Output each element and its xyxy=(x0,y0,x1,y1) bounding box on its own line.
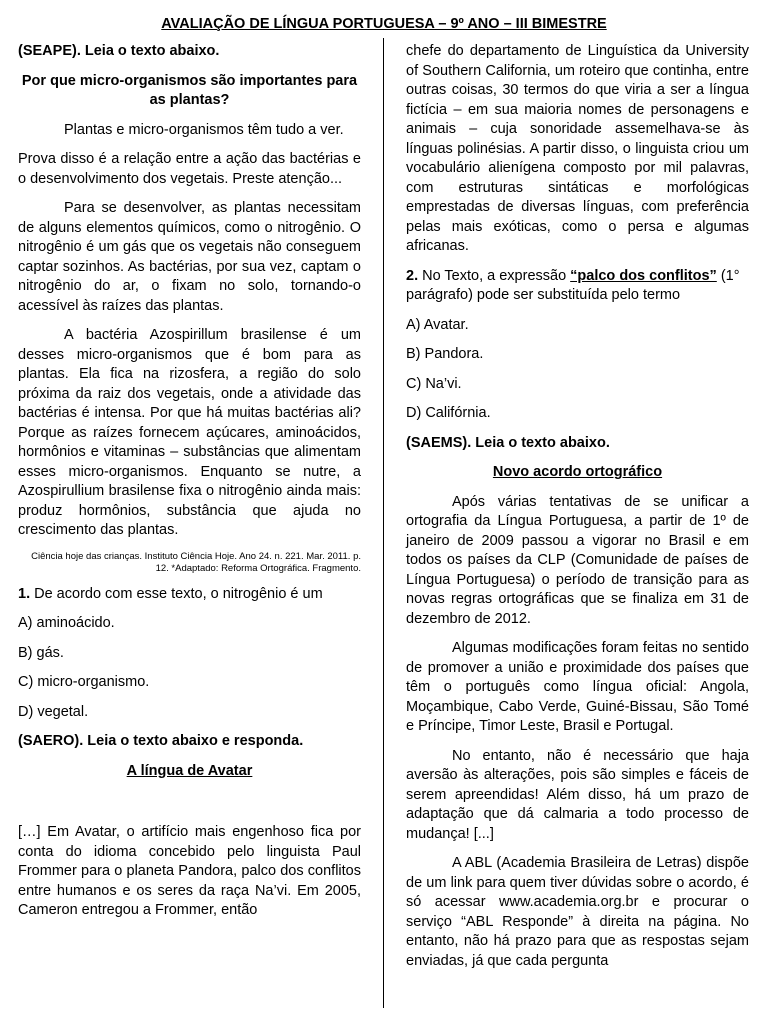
intro-seape: (SEAPE). Leia o texto abaixo. xyxy=(18,43,220,59)
title-acordo-ortografico: Novo acordo ortográfico xyxy=(492,464,663,480)
paragraph-acordo-2: Algumas modificações foram feitas no sentido de promover a união e proximidade dos países que têm o português como língua oficial: Angola, Moçambique, Cabo Verde, Guiné-Bissau, São Tomé e Príncipe, Timor Leste, Brasil e Portugal. xyxy=(406,640,749,734)
question-2-option-c[interactable]: C) Na’vi. xyxy=(406,375,462,392)
question-2-expression: “palco dos conflitos” xyxy=(570,267,717,284)
question-2 xyxy=(406,267,749,306)
page-header: AVALIAÇÃO DE LÍNGUA PORTUGUESA – 9º ANO – III BIMESTRE xyxy=(161,16,607,32)
intro-saems: (SAEMS). Leia o texto abaixo. xyxy=(406,434,610,451)
intro-saero: (SAERO). Leia o texto abaixo e responda. xyxy=(18,733,304,749)
question-1 xyxy=(18,585,361,605)
title-lingua-avatar: A língua de Avatar xyxy=(126,762,253,779)
question-2-post: (1° parágrafo) pode ser substituída pelo termo xyxy=(406,267,740,303)
question-1-text: De acordo com esse texto, o nitrogênio é um xyxy=(30,585,323,602)
paragraph-acordo-4: A ABL (Academia Brasileira de Letras) dispõe de um link para quem tiver dúvidas sobre o acordo, é só acessar www.academia.org.br e procurar o serviço “ABL Responde” à direita na página. No entanto, não há prazo para que as respostas sejam enviadas, já que cada pergunta xyxy=(406,855,749,969)
question-2-pre: No Texto, a expressão xyxy=(418,267,571,284)
spacer xyxy=(18,791,361,823)
question-1-number: 1. xyxy=(18,585,31,602)
paragraph-acordo-3: No entanto, não é necessário que haja aversão às alterações, pois são simples e fáceis de serem apreendidas! Além disso, há um prazo de adaptação que dá calmaria a todo processo de mudança! [...] xyxy=(406,747,749,842)
question-1-option-a[interactable]: A) aminoácido. xyxy=(18,615,115,631)
title-microorganismos: Por que micro-organismos são importantes para as plantas? xyxy=(21,72,358,108)
paragraph-avatar: […] Em Avatar, o artifício mais engenhoso fica por conta do idioma concebido pelo linguista Paul Frommer para o planeta Pandora, palco dos conflitos entre humanos e os seres da raça Na’vi. Em 2005, Cameron entregou a Frommer, então xyxy=(18,824,361,918)
question-2-option-a[interactable]: A) Avatar. xyxy=(406,316,469,333)
left-column xyxy=(18,42,361,921)
paragraph-4: A bactéria Azospirillum brasilense é um desses micro-organismos que é bom para as plantas. Ela fica na rizosfera, a região do solo próxima da raiz dos vegetais, onde a atividade das bactérias é intensa. Por que há muitas bactérias ali? Porque as raízes fornecem açúcares, aminoácidos, hormônios e vitaminas – substâncias que alimentam esses micro-organismos. Enquanto se nutre, a Azospirullium brasilense fixa o nitrogênio ainda mais: produz hormônios, substância que ajuda no crescimento das plantas. xyxy=(18,327,361,538)
paragraph-avatar-continued: chefe do departamento de Linguística da University of Southern California, um roteiro que continha, entre outras coisas, 30 termos do que viria a ser a língua fictícia – em sua maioria nomes de personagens e animais – cuja sonoridade assemelhava-se às línguas polinésias. A partir disso, o linguista criou um vocabulário alienígena composto por mil palavras, com estruturas sintáticas e morfológicas emprestadas de diversas línguas, com preferência pelas mais exóticas, como o persa e algumas africanas. xyxy=(406,43,749,254)
question-1-option-d[interactable]: D) vegetal. xyxy=(18,703,89,720)
question-1-option-c[interactable]: C) micro-organismo. xyxy=(18,674,150,690)
paragraph-acordo-1: Após várias tentativas de se unificar a ortografia da Língua Portuguesa, a partir de 1º de janeiro de 2009 passou a vigorar no Brasil e em todos os países da CLP (Comunidade de países de Língua Portuguesa) o período de transição para as novas regras ortográficas que se finaliza em 31 de dezembro de 2012. xyxy=(406,493,749,627)
question-2-number: 2. xyxy=(406,267,419,284)
column-divider xyxy=(383,38,384,1008)
question-2-option-d[interactable]: D) Califórnia. xyxy=(406,405,491,421)
paragraph-2: Prova disso é a relação entre a ação das bactérias e o desenvolvimento dos vegetais. Preste atenção... xyxy=(18,151,361,187)
question-1-option-b[interactable]: B) gás. xyxy=(18,644,64,661)
paragraph-3: Para se desenvolver, as plantas necessitam de alguns elementos químicos, como o nitrogênio. O nitrogênio é um gás que os vegetais não conseguem captar sozinhos. As bactérias, por sua vez, captam o nitrogênio do ar, o fixam no solo, tornando-o acessível às raízes das plantas. xyxy=(18,200,361,314)
source-citation: Ciência hoje das crianças. Instituto Ciência Hoje. Ano 24. n. 221. Mar. 2011. p. 12. *Adaptado: Reforma Ortográfica. Fragmento. xyxy=(31,550,361,574)
paragraph-1: Plantas e micro-organismos têm tudo a ver. xyxy=(64,121,344,138)
right-column xyxy=(406,42,749,971)
question-2-option-b[interactable]: B) Pandora. xyxy=(406,346,484,362)
